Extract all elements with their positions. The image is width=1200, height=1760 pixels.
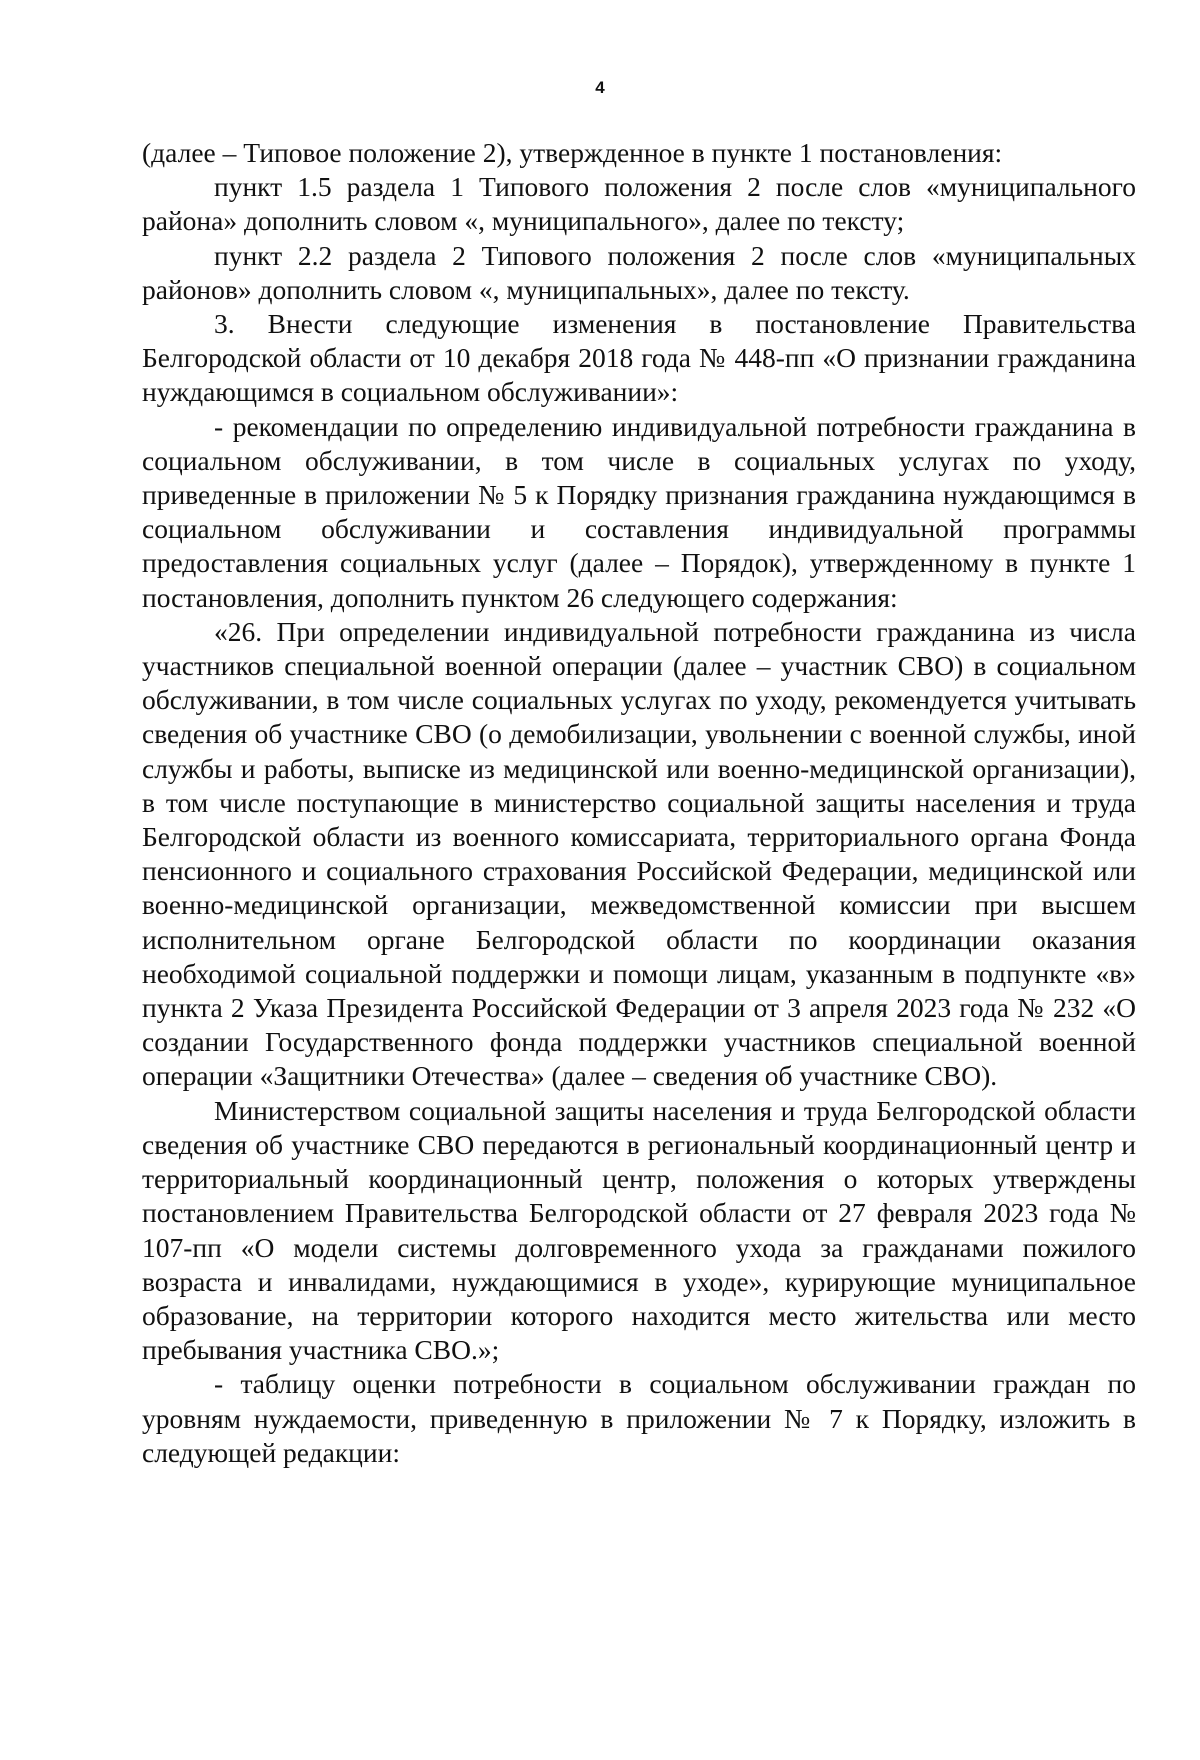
paragraph-4: 3. Внести следующие изменения в постановление Правительства Белгородской области от 10 декабря 2018 года № 448-пп «О признании гражданина нуждающимся в социальном обслуживании»: — [142, 308, 1136, 408]
paragraph-6: «26. При определении индивидуальной потребности гражданина из числа участников специальной военной операции (далее – участник СВО) в социальном обслуживании, в том числе социальных услугах по уходу, рекомендуется учитывать сведения об участнике СВО (о демобилизации, увольнении с военной службы, иной службы и работы, выписке из медицинской или военно-медицинской организации), в том числе поступающие в министерство социальной защиты населения и труда Белгородской области из военного комиссариата, территориального органа Фонда пенсионного и социального страхования Российской Федерации, медицинской или военно-медицинской организации, межведомственной комиссии при высшем исполнительном органе Белгородской области по координации оказания необходимой социальной поддержки и помощи лицам, указанным в подпункте «в» пункта 2 Указа Президента Российской Федерации от 3 апреля 2023 года № 232 «О создании Государственного фонда поддержки участников специальной военной операции «Защитники Отечества» (далее – сведения об участнике СВО). — [142, 615, 1136, 1092]
paragraph-5: - рекомендации по определению индивидуальной потребности гражданина в социальном обслуживании, в том числе в социальных услугах по уходу, приведенные в приложении № 5 к Порядку признания гражданина нуждающимся в социальном обслуживании и составления индивидуальной программы предоставления социальных услуг (далее – Порядок), утвержденному в пункте 1 постановления, дополнить пунктом 26 следующего содержания: — [142, 410, 1136, 613]
paragraph-1: (далее – Типовое положение 2), утвержденное в пункте 1 постановления: — [142, 137, 1003, 168]
paragraph-3: пункт 2.2 раздела 2 Типового положения 2 после слов «муниципальных районов» дополнить словом «, муниципальных», далее по тексту. — [142, 239, 1136, 305]
paragraph-8: - таблицу оценки потребности в социальном обслуживании граждан по уровням нуждаемости, приведенную в приложении № 7 к Порядку, изложить в следующей редакции: — [142, 1368, 1136, 1468]
paragraph-2: пункт 1.5 раздела 1 Типового положения 2 после слов «муниципального района» дополнить словом «, муниципального», далее по тексту; — [142, 171, 1136, 237]
page-number: 4 — [595, 78, 605, 97]
document-body — [142, 136, 1136, 1470]
paragraph-7: Министерством социальной защиты населения и труда Белгородской области сведения об участнике СВО передаются в региональный координационный центр и территориальный координационный центр, положения о которых утверждены постановлением Правительства Белгородской области от 27 февраля 2023 года № 107-пп «О модели системы долговременного ухода за гражданами пожилого возраста и инвалидами, нуждающимися в уходе», курирующие муниципальное образование, на территории которого находится место жительства или место пребывания участника СВО.»; — [142, 1094, 1136, 1366]
